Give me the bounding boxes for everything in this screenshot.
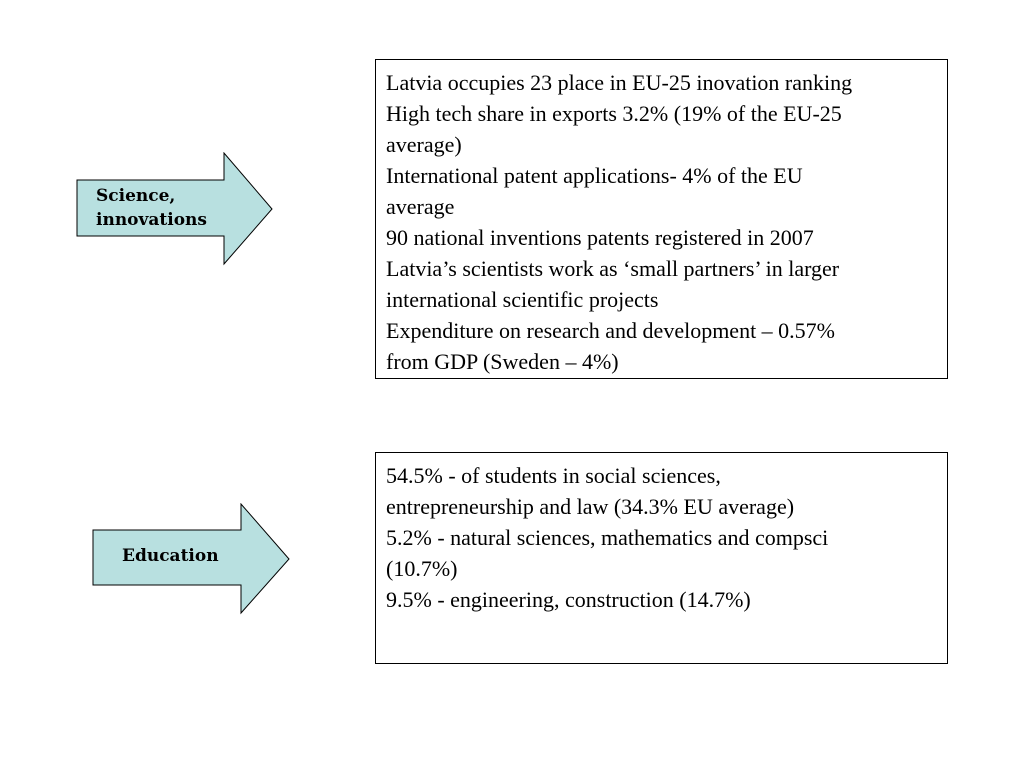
science-fact-line: Latvia occupies 23 place in EU-25 inovation ranking xyxy=(386,70,853,95)
education-label-line-1: Education xyxy=(122,546,219,566)
science-fact-line: average xyxy=(386,194,455,219)
science-innovations-label xyxy=(96,184,207,232)
science-innovations-arrow xyxy=(76,152,274,266)
science-fact-line: from GDP (Sweden – 4%) xyxy=(386,349,619,374)
education-fact-line: (10.7%) xyxy=(386,556,458,581)
science-fact-line: International patent applications- 4% of the EU xyxy=(386,163,803,188)
science-facts-box xyxy=(375,59,948,379)
science-fact-line: High tech share in exports 3.2% (19% of the EU-25 xyxy=(386,101,842,126)
science-fact-line: international scientific projects xyxy=(386,287,659,312)
science-fact-line: Expenditure on research and development – 0.57% xyxy=(386,318,836,343)
education-fact-line: entrepreneurship and law (34.3% EU average) xyxy=(386,494,795,519)
science-label-line-1: Science, xyxy=(96,186,176,206)
science-label-line-2: innovations xyxy=(96,210,207,230)
education-facts-box xyxy=(375,452,948,664)
science-fact-line: 90 national inventions patents registered in 2007 xyxy=(386,225,814,250)
education-fact-line: 5.2% - natural sciences, mathematics and compsci xyxy=(386,525,829,550)
education-fact-line: 9.5% - engineering, construction (14.7%) xyxy=(386,587,751,612)
science-fact-line: Latvia’s scientists work as ‘small partners’ in larger xyxy=(386,256,840,281)
science-fact-line: average) xyxy=(386,132,462,157)
education-arrow xyxy=(92,503,291,615)
education-fact-line: 54.5% - of students in social sciences, xyxy=(386,463,721,488)
education-label xyxy=(122,544,219,568)
